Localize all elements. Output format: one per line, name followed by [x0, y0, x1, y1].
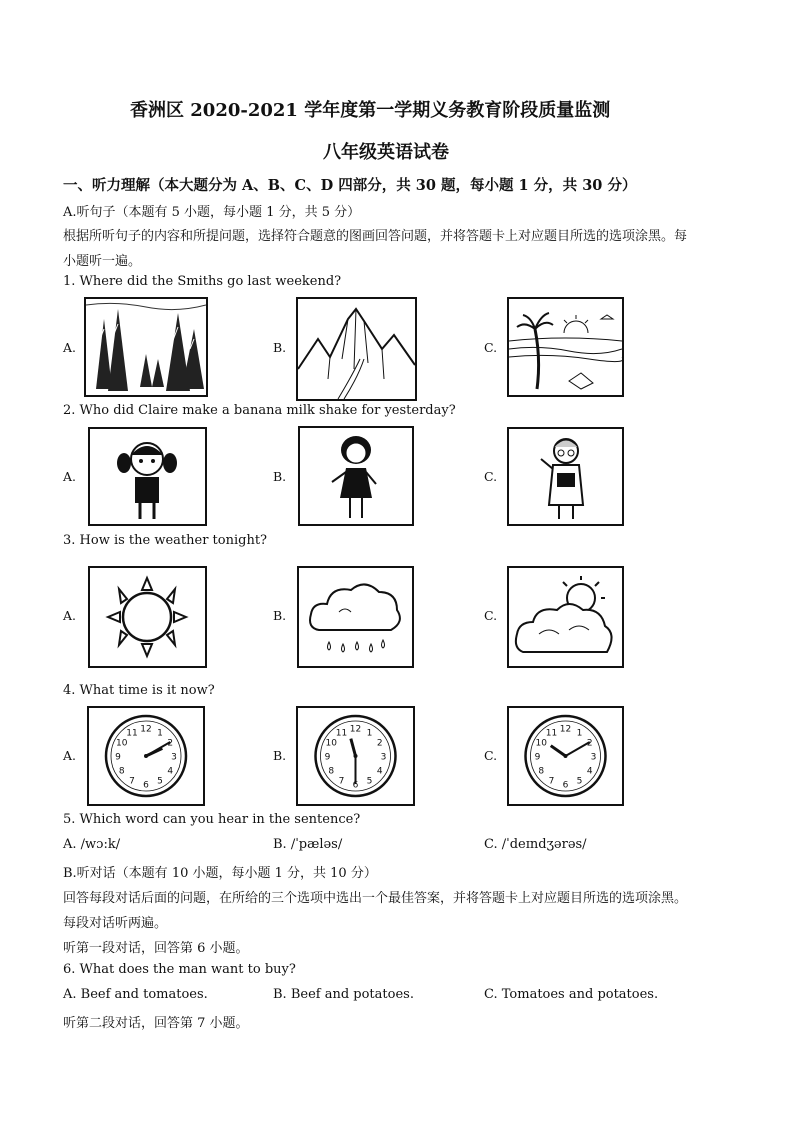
- option-label-a: A.: [63, 608, 77, 623]
- part-b-instruction-cont: 每段对话听两遍。: [63, 916, 168, 931]
- option-label-a: A.: [63, 748, 77, 763]
- question-1: 1. Where did the Smiths go last weekend?: [63, 274, 342, 289]
- clock-numeral: 2: [586, 738, 593, 749]
- sun-icon: [90, 568, 205, 666]
- clock-center: [144, 754, 148, 758]
- clock-numeral: 5: [576, 776, 583, 787]
- clock-numeral: 11: [545, 728, 558, 739]
- clock-numeral: 2: [167, 738, 174, 749]
- clock-icon: [509, 708, 622, 804]
- dialog-1-instruction: 听第一段对话，回答第 6 小题。: [63, 941, 249, 956]
- clock-picture: [296, 706, 415, 806]
- page-subtitle: 八年级英语试卷: [323, 142, 449, 163]
- question-2: 2. Who did Claire make a banana milk shake for yesterday?: [63, 403, 456, 418]
- woman-icon: [300, 428, 412, 524]
- part-b-heading: B.听对话（本题有 10 小题，每小题 1 分，共 10 分）: [63, 866, 377, 881]
- forest-icon: [86, 299, 206, 395]
- mountain-icon: [298, 299, 415, 399]
- girl-icon: [90, 429, 205, 524]
- sun-picture: [88, 566, 207, 668]
- option-label-c: C.: [484, 469, 498, 484]
- clock-picture: [87, 706, 205, 806]
- question-5-option-b: B. /ˈpæləs/: [273, 837, 343, 852]
- question-5: 5. Which word can you hear in the sentence?: [63, 812, 361, 827]
- clock-numeral: 6: [352, 780, 359, 791]
- clock-numeral: 1: [157, 728, 163, 739]
- forest-picture: [84, 297, 208, 397]
- clock-numeral: 11: [126, 728, 138, 739]
- woman-picture: [298, 426, 414, 526]
- clock-numeral: 12: [559, 724, 572, 735]
- question-6-option-a: A. Beef and tomatoes.: [63, 987, 208, 1002]
- option-label-c: C.: [484, 608, 498, 623]
- clock-center: [354, 754, 358, 758]
- clock-numeral: 4: [586, 766, 593, 777]
- clock-numeral: 7: [129, 776, 135, 787]
- question-6-option-c: C. Tomatoes and potatoes.: [484, 987, 659, 1002]
- option-label-b: B.: [273, 340, 287, 355]
- option-label-c: C.: [484, 748, 498, 763]
- clock-numeral: 12: [349, 724, 362, 735]
- clock-numeral: 3: [171, 752, 177, 763]
- mountain-picture: [296, 297, 417, 401]
- clock-numeral: 10: [325, 738, 337, 749]
- question-5-option-a: A. /wɔ:k/: [63, 837, 121, 852]
- clock-numeral: 12: [140, 724, 152, 735]
- clock-numeral: 8: [118, 766, 125, 777]
- clock-numeral: 4: [167, 766, 174, 777]
- clock-numeral: 4: [376, 766, 383, 777]
- dialog-2-instruction: 听第二段对话，回答第 7 小题。: [63, 1016, 249, 1031]
- clock-numeral: 7: [338, 776, 345, 787]
- option-label-b: B.: [273, 469, 287, 484]
- option-label-b: B.: [273, 608, 287, 623]
- question-6-option-b: B. Beef and potatoes.: [273, 987, 414, 1002]
- beach-picture: [507, 297, 624, 397]
- section-heading: 一、听力理解（本大题分为 A、B、C、D 四部分，共 30 题，每小题 1 分，共 30 分）: [63, 177, 637, 194]
- clock-numeral: 7: [548, 776, 555, 787]
- clock-icon: [298, 708, 413, 804]
- clock-numeral: 6: [562, 780, 569, 791]
- question-6: 6. What does the man want to buy?: [63, 962, 296, 977]
- clock-numeral: 9: [115, 752, 121, 763]
- rain-cloud-picture: [297, 566, 414, 668]
- clock-center: [564, 754, 568, 758]
- part-b-instruction: 回答每段对话后面的问题，在所给的三个选项中选出一个最佳答案，并将答题卡上对应题目所选的选项涂黑。: [63, 891, 688, 906]
- question-4: 4. What time is it now?: [63, 683, 215, 698]
- clock-numeral: 1: [366, 728, 373, 739]
- cloud-sun-picture: [507, 566, 624, 668]
- option-label-b: B.: [273, 748, 287, 763]
- clock-numeral: 1: [576, 728, 583, 739]
- clock-numeral: 3: [590, 752, 597, 763]
- grandma-picture: [507, 427, 624, 526]
- clock-numeral: 3: [380, 752, 387, 763]
- page-title: 香洲区 2020-2021 学年度第一学期义务教育阶段质量监测: [130, 100, 611, 121]
- part-a-heading: A.听句子（本题有 5 小题，每小题 1 分，共 5 分）: [63, 205, 361, 220]
- girl-picture: [88, 427, 207, 526]
- grandma-icon: [509, 429, 622, 524]
- part-a-instruction-cont: 小题听一遍。: [63, 254, 142, 269]
- clock-numeral: 11: [335, 728, 348, 739]
- option-label-c: C.: [484, 340, 498, 355]
- clock-icon: [89, 708, 203, 804]
- clock-numeral: 8: [328, 766, 335, 777]
- clock-numeral: 10: [535, 738, 547, 749]
- clock-numeral: 8: [538, 766, 545, 777]
- clock-numeral: 9: [534, 752, 541, 763]
- part-a-instruction: 根据所听句子的内容和所提问题，选择符合题意的图画回答问题，并将答题卡上对应题目所选的选项涂黑。每: [63, 229, 688, 244]
- clock-numeral: 5: [157, 776, 163, 787]
- option-label-a: A.: [63, 340, 77, 355]
- beach-icon: [509, 299, 622, 395]
- clock-numeral: 6: [143, 780, 149, 791]
- option-label-a: A.: [63, 469, 77, 484]
- rain-cloud-icon: [299, 568, 412, 666]
- cloud-sun-icon: [509, 568, 622, 666]
- question-3: 3. How is the weather tonight?: [63, 533, 268, 548]
- clock-picture: [507, 706, 624, 806]
- question-5-option-c: C. /ˈdeɪndʒərəs/: [484, 837, 587, 852]
- clock-numeral: 5: [366, 776, 373, 787]
- clock-numeral: 10: [116, 738, 128, 749]
- clock-numeral: 9: [324, 752, 331, 763]
- clock-numeral: 2: [376, 738, 383, 749]
